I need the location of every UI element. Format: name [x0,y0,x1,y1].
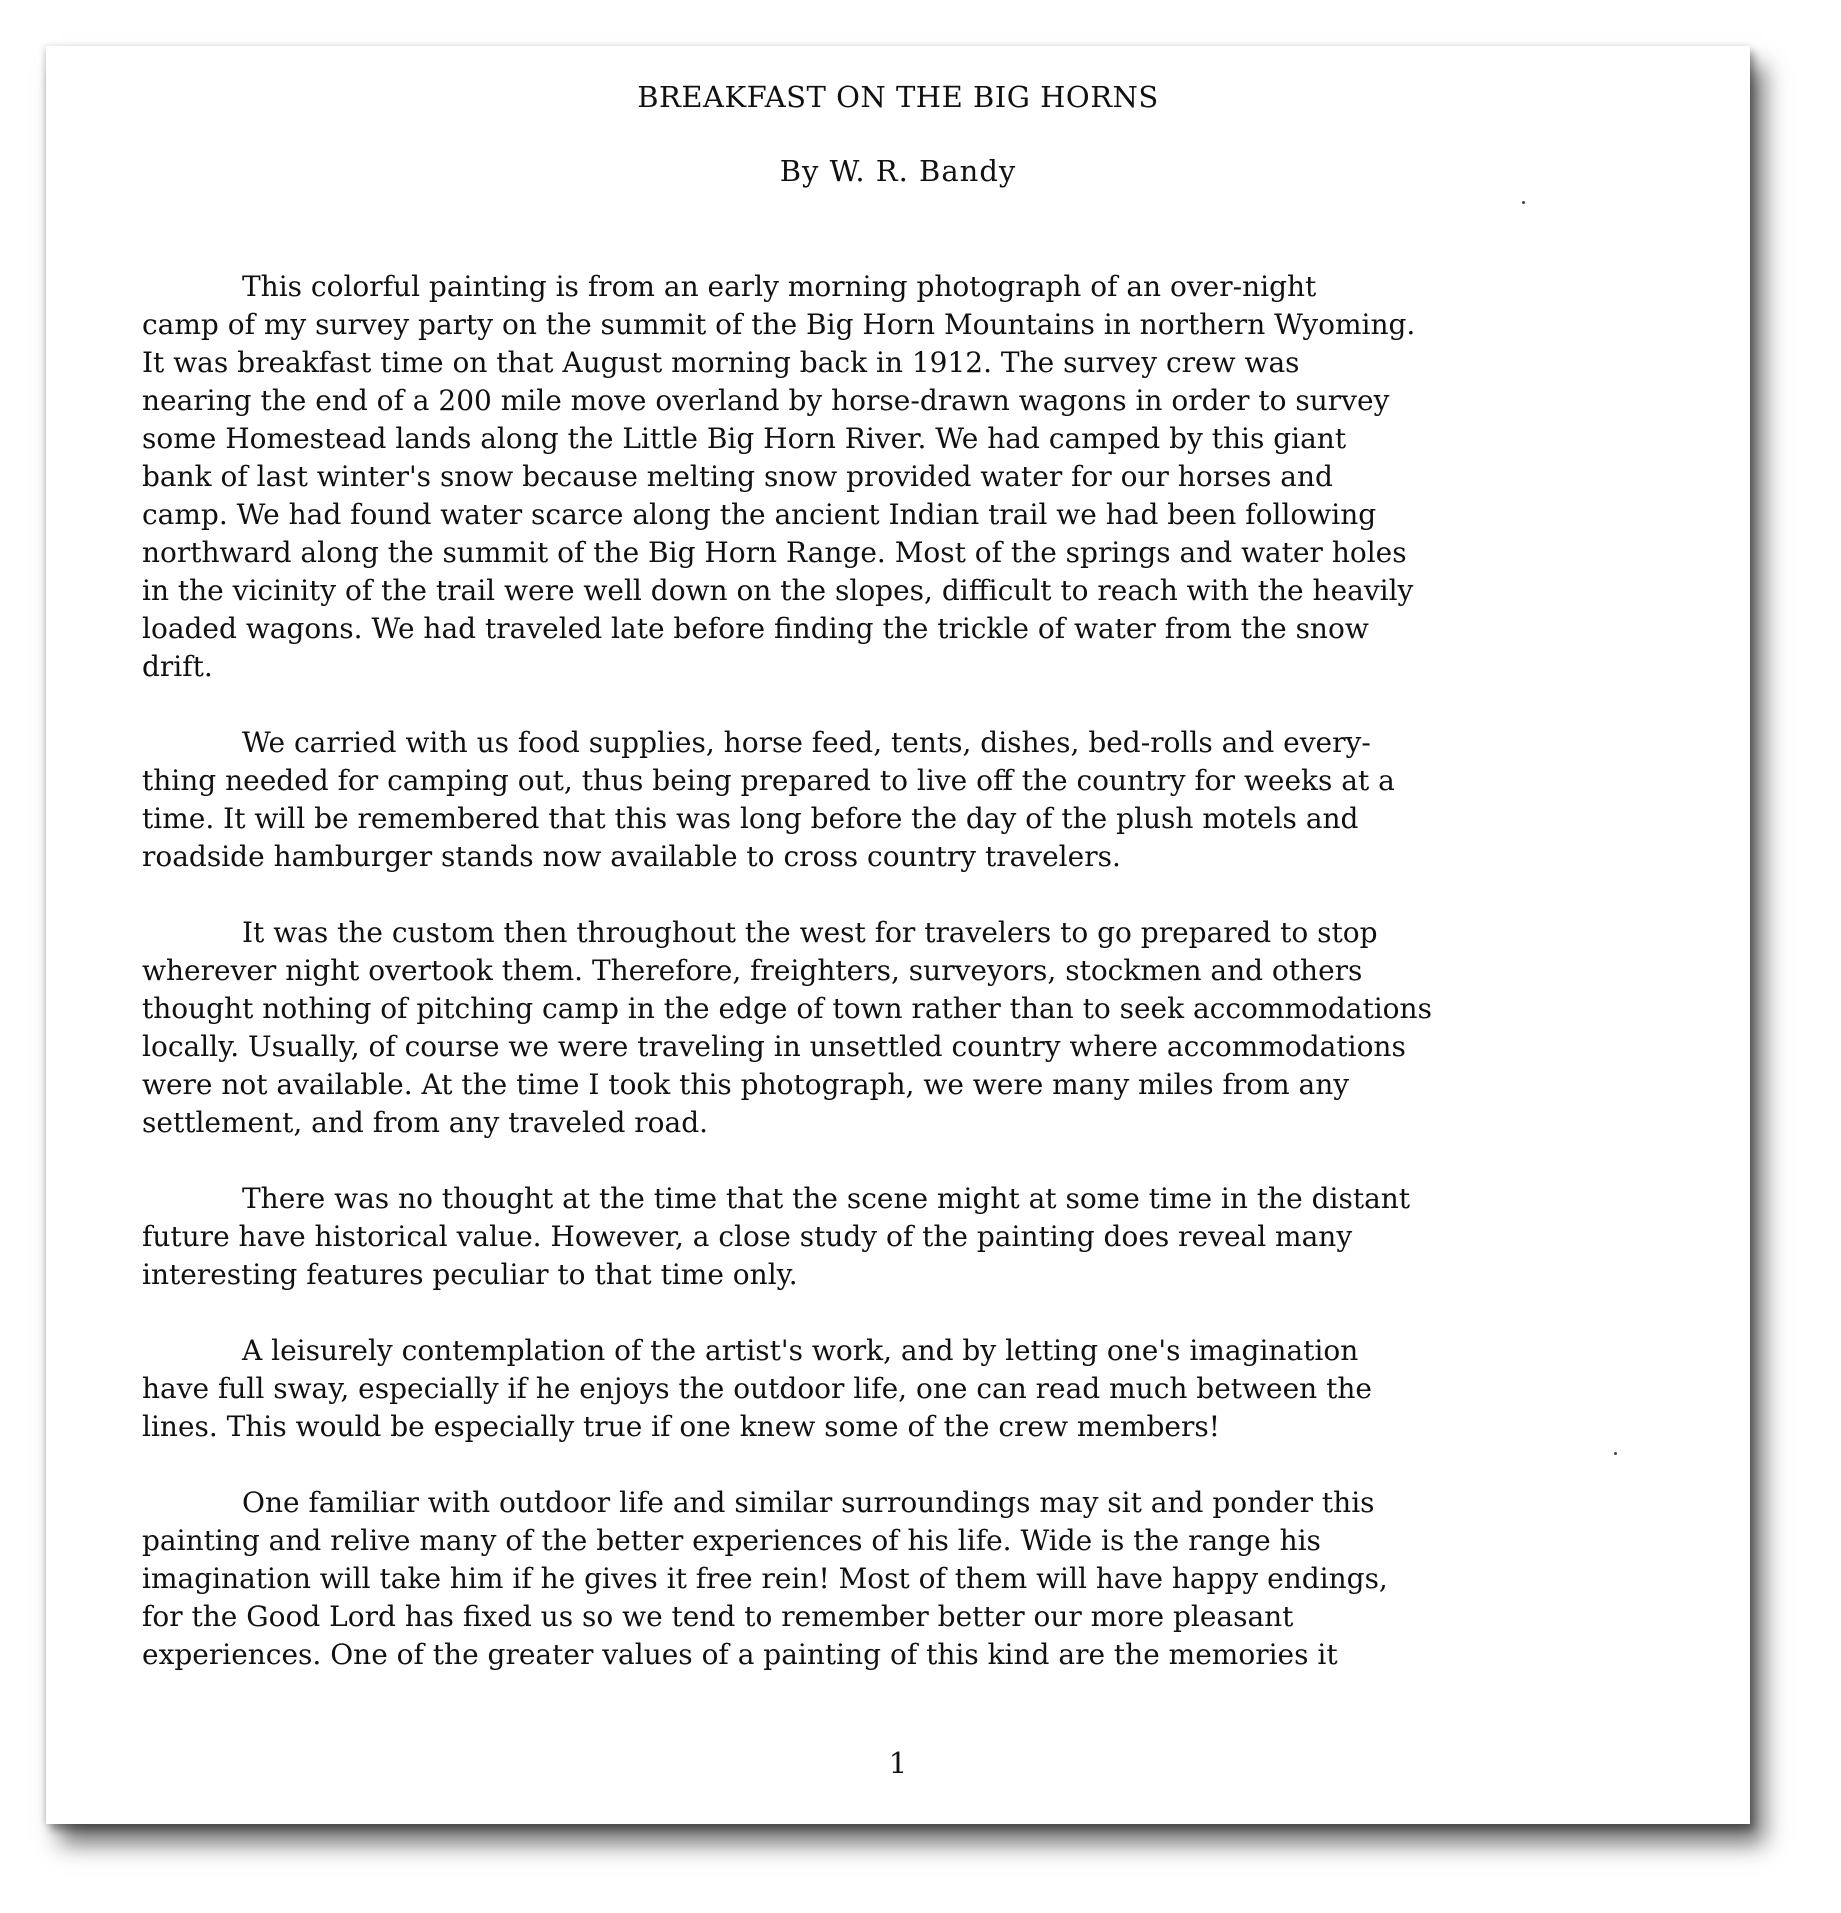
text-line: It was the custom then throughout the west for travelers to go prepared to stop [242,916,1378,949]
text-line: settlement, and from any traveled road. [142,1106,709,1139]
paragraph [142,1180,1702,1294]
paragraph [142,724,1702,876]
text-line: interesting features peculiar to that time only. [142,1258,798,1291]
text-line: camp. We had found water scarce along the ancient Indian trail we had been following [142,498,1377,531]
text-line: It was breakfast time on that August morning back in 1912. The survey crew was [142,346,1300,379]
page-number: 1 [888,1746,908,1780]
text-line: This colorful painting is from an early morning photograph of an over-night [242,270,1317,303]
text-line: nearing the end of a 200 mile move overland by horse-drawn wagons in order to survey [142,384,1390,417]
text-line: wherever night overtook them. Therefore, freighters, surveyors, stockmen and others [142,954,1363,987]
text-line: A leisurely contemplation of the artist's work, and by letting one's imagination [242,1334,1359,1367]
scan-speck [1614,1452,1617,1455]
text-line: drift. [142,650,213,683]
text-line: bank of last winter's snow because melting snow provided water for our horses and [142,460,1333,493]
author-byline: By W. R. Bandy [779,154,1017,188]
text-line: some Homestead lands along the Little Big Horn River. We had camped by this giant [142,422,1347,455]
text-line: roadside hamburger stands now available to cross country travelers. [142,840,1121,873]
document-page [46,46,1750,1824]
text-line: camp of my survey party on the summit of the Big Horn Mountains in northern Wyoming. [142,308,1416,341]
text-line: There was no thought at the time that the scene might at some time in the distant [242,1182,1411,1215]
text-line: northward along the summit of the Big Horn Range. Most of the springs and water holes [142,536,1407,569]
scan-speck [1522,201,1525,204]
text-line: lines. This would be especially true if one knew some of the crew members! [142,1410,1220,1443]
paragraph [142,1332,1702,1446]
text-line: loaded wagons. We had traveled late before finding the trickle of water from the snow [142,612,1369,645]
body-text [142,268,1702,1712]
text-line: painting and relive many of the better experiences of his life. Wide is the range his [142,1524,1321,1557]
text-line: for the Good Lord has fixed us so we tend to remember better our more pleasant [142,1600,1294,1633]
paragraph [142,268,1702,686]
text-line: time. It will be remembered that this was long before the day of the plush motels and [142,802,1359,835]
paragraph [142,914,1702,1142]
text-line: were not available. At the time I took this photograph, we were many miles from any [142,1068,1350,1101]
text-line: thought nothing of pitching camp in the edge of town rather than to seek accommodations [142,992,1432,1025]
text-line: have full sway, especially if he enjoys the outdoor life, one can read much between the [142,1372,1372,1405]
page-title: BREAKFAST ON THE BIG HORNS [637,80,1159,114]
text-line: in the vicinity of the trail were well down on the slopes, difficult to reach with the heavily [142,574,1414,607]
text-line: experiences. One of the greater values of a painting of this kind are the memories it [142,1638,1338,1671]
paragraph [142,1484,1702,1674]
text-line: One familiar with outdoor life and similar surroundings may sit and ponder this [242,1486,1375,1519]
text-line: We carried with us food supplies, horse feed, tents, dishes, bed-rolls and every- [242,726,1371,759]
text-line: thing needed for camping out, thus being prepared to live off the country for weeks at a [142,764,1395,797]
text-line: locally. Usually, of course we were traveling in unsettled country where accommodations [142,1030,1406,1063]
text-line: future have historical value. However, a close study of the painting does reveal many [142,1220,1353,1253]
text-line: imagination will take him if he gives it free rein! Most of them will have happy endings, [142,1562,1388,1595]
